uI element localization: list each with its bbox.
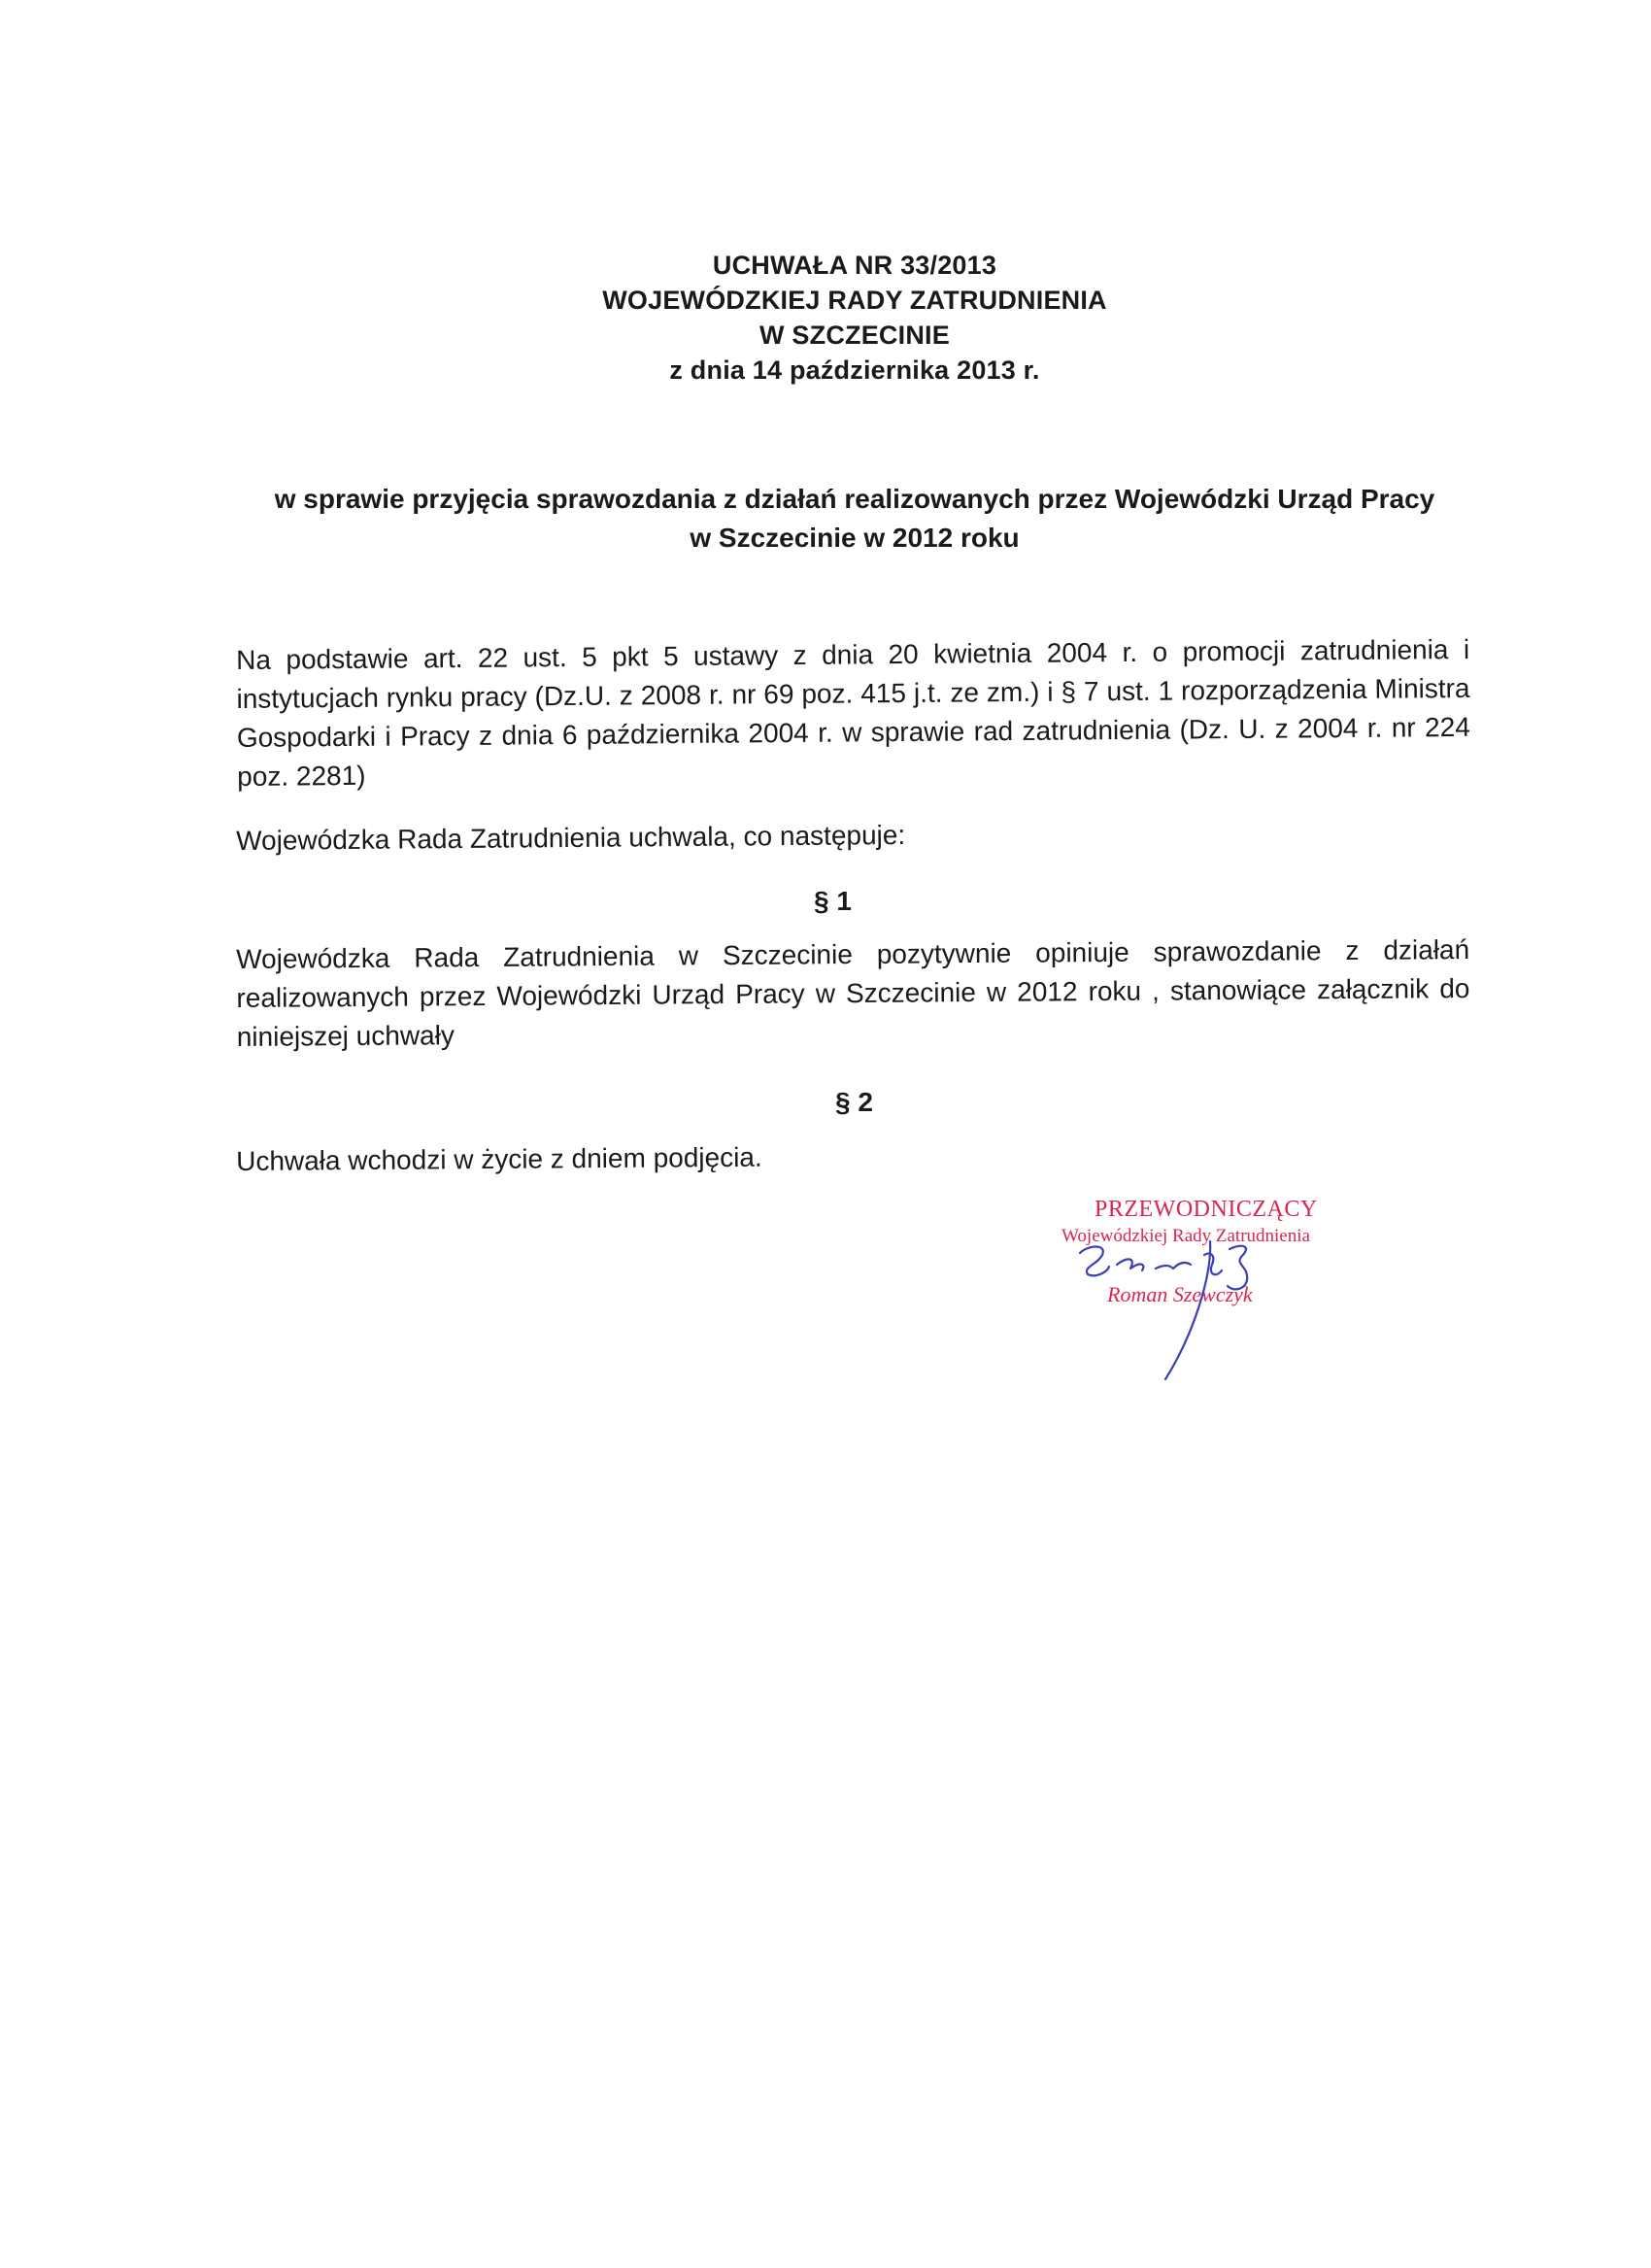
intro-paragraph: Wojewódzka Rada Zatrudnienia uchwala, co następuje:: [236, 819, 906, 856]
subject-line-2: w Szczecinie w 2012 roku: [690, 523, 1020, 553]
section-2-text: Uchwała wchodzi w życie z dniem podjęcia.: [236, 1141, 762, 1176]
stamp-organization: Wojewódzkiej Rady Zatrudnienia: [1061, 1226, 1310, 1246]
resolution-date: z dnia 14 października 2013 r.: [669, 355, 1040, 385]
issuing-city: W SZCZECINIE: [759, 321, 950, 350]
signature-stroke-2: [1117, 1259, 1143, 1270]
resolution-number: UCHWAŁA NR 33/2013: [712, 251, 997, 280]
subject-line-1: w sprawie przyjęcia sprawozdania z działań realizowanych przez Wojewódzki Urząd Pracy: [274, 484, 1435, 514]
signature-stroke-5: [1228, 1246, 1247, 1290]
handwritten-signature: [1049, 1197, 1360, 1410]
signature-long-stroke: [1165, 1241, 1210, 1379]
resolution-subject: [0, 480, 1651, 558]
section-1-text: Wojewódzka Rada Zatrudnienia w Szczecinie pozytywnie opiniuje sprawozdanie z działań realizowanych przez Wojewódzki Urząd Pracy w Szczecinie w 2012 roku , stanowiące załącznik do niniejszej uchwały: [236, 934, 1470, 1052]
stamp-title: PRZEWODNICZĄCY: [1095, 1197, 1318, 1222]
stamp-name: Roman Szewczyk: [1107, 1282, 1253, 1306]
issuing-body: WOJEWÓDZKIEJ RADY ZATRUDNIENIA: [602, 286, 1107, 315]
legal-basis-paragraph: Na podstawie art. 22 ust. 5 pkt 5 ustawy z dnia 20 kwietnia 2004 r. o promocji zatrudnienia i instytucjach rynku pracy (Dz.U. z 2008 r. nr 69 poz. 415 j.t. ze zm.) i § 7 ust. 1 rozporządzenia Ministra Gospodarki i Pracy z dnia 6 października 2004 r. w sprawie rad zatrudnienia (Dz. U. z 2004 r. nr 224 poz. 2281): [236, 633, 1470, 792]
signature-stroke-1: [1080, 1247, 1109, 1276]
signature-stroke-3: [1156, 1263, 1191, 1269]
section-1-mark: § 1: [814, 886, 852, 916]
section-2-mark: § 2: [835, 1087, 873, 1117]
resolution-header: [0, 248, 1651, 388]
